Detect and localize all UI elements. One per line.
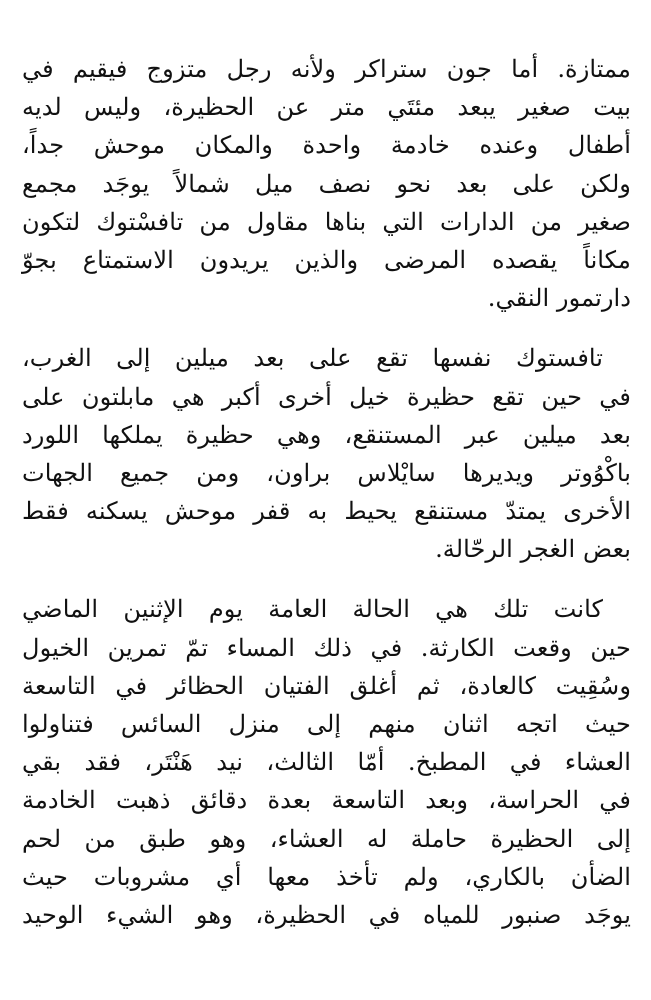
text-line: الأخرى يمتدّ مستنقع يحيط به قفر موحش يسكنه فقط <box>22 497 631 526</box>
text-line: بعض الغجر الرحّالة. <box>435 535 631 564</box>
text-line: حين وقعت الكارثة. في ذلك المساء تمّ تمرين الخيول <box>22 633 631 662</box>
text-line: في حين تقع حظيرة خيل أخرى أكبر هي مابلتون على <box>22 382 631 411</box>
text-line: كانت تلك هي الحالة العامة يوم الإثنين الماضي <box>22 595 603 624</box>
text-line: وسُقِيت كالعادة، ثم أغلق الفتيان الحظائر في التاسعة <box>22 671 631 700</box>
text-line: أطفال وعنده خادمة واحدة والمكان موحش جداً، <box>22 131 631 160</box>
text-line: ولكن على بعد نحو نصف ميل شمالاً يوجَد مجمع <box>22 169 631 198</box>
text-line: بعد ميلين عبر المستنقع، وهي حظيرة يملكها اللورد <box>22 420 631 449</box>
paragraph-1 <box>22 50 631 317</box>
text-line: إلى الحظيرة حاملة له العشاء، وهو طبق من لحم <box>22 824 631 853</box>
paragraph-3 <box>22 590 631 934</box>
text-line: العشاء في المطبخ. أمّا الثالث، نيد هَنْتَر، فقد بقي <box>22 748 631 777</box>
text-line: مكاناً يقصده المرضى والذين يريدون الاستمتاع بجوّ <box>22 245 631 274</box>
text-line: الضأن بالكاري، ولم تأخذ معها أي مشروبات حيث <box>22 862 631 891</box>
page-text <box>22 50 631 956</box>
text-line: دارتمور النقي. <box>487 284 631 313</box>
text-line: باكْوُوتر ويديرها سايْلاس براون، ومن جميع الجهات <box>22 458 631 487</box>
text-line: في الحراسة، وبعد التاسعة بعدة دقائق ذهبت الخادمة <box>22 786 631 815</box>
text-line: تافستوك نفسها تقع على بعد ميلين إلى الغرب، <box>22 344 603 373</box>
text-line: حيث اتجه اثنان منهم إلى منزل السائس فتناولوا <box>22 710 631 738</box>
text-line: ممتازة. أما جون ستراكر ولأنه رجل متزوج فيقيم في <box>22 55 631 83</box>
paragraph-2 <box>22 339 631 568</box>
text-line: بيت صغير يبعد مئتَي متر عن الحظيرة، وليس لديه <box>22 93 631 122</box>
text-line: يوجَد صنبور للمياه في الحظيرة، وهو الشيء الوحيد <box>22 900 631 929</box>
text-line: صغير من الدارات التي بناها مقاول من تافسْتوك لتكون <box>22 207 631 236</box>
